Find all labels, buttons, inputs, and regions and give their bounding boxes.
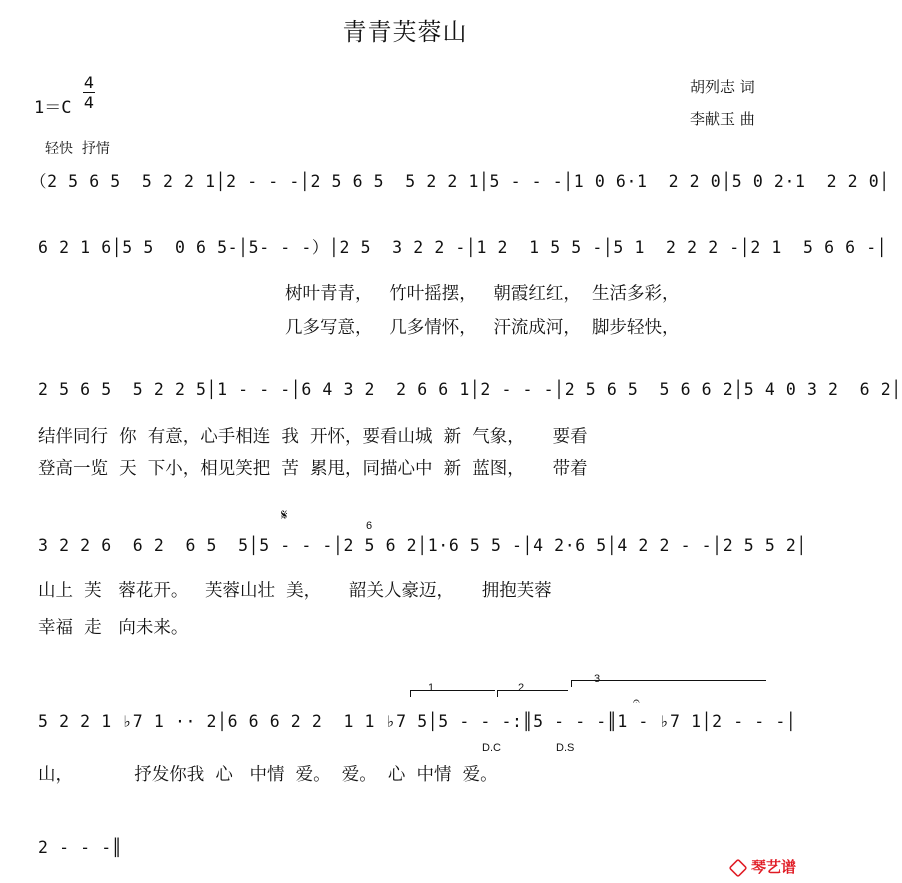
- lyric-line-6: 幸福 走 向未来。: [38, 618, 189, 638]
- lyricist-credit: 胡列志 词: [690, 78, 755, 96]
- volta-label-1: 1: [428, 682, 435, 694]
- volta-bracket-2: [497, 690, 568, 697]
- time-signature-bottom: 4: [83, 93, 95, 112]
- fermata-mark: 𝄐: [633, 694, 640, 708]
- volta-label-3: 3: [594, 673, 601, 685]
- ds-mark: D.S: [556, 742, 575, 754]
- grace-note: 6: [366, 520, 373, 532]
- lyric-line-2: 几多写意， 几多情怀， 汗流成河， 脚步轻快，: [285, 318, 680, 338]
- dc-mark: D.C: [482, 742, 501, 754]
- volta-bracket-3: [571, 680, 766, 687]
- lyric-line-7: 山， 抒发你我 心 中情 爱。 爱。 心 中情 爱。: [38, 765, 498, 785]
- volta-label-2: 2: [518, 682, 525, 694]
- tempo-marking: 轻快 抒情: [45, 141, 110, 157]
- staff-line-4: 3 2 2 6 6 2 6 5 5│5 - - -│2 5 6 2│1·6 5 5 -│4 2·6 5│4 2 2 - -│2 5 5 2│: [38, 536, 807, 555]
- site-logo: [729, 856, 796, 877]
- lyric-line-3: 结伴同行 你 有意，心手相连 我 开怀，要看山城 新 气象， 要看: [38, 427, 588, 447]
- time-signature-top: 4: [83, 73, 95, 92]
- staff-line-6: 2 - - -║: [38, 838, 123, 857]
- segno-mark: 𝄋: [281, 506, 288, 524]
- lyric-line-5: 山上 芙 蓉花开。 芙蓉山壮 美， 韶关人豪迈， 拥抱芙蓉: [38, 581, 552, 601]
- composer-credit: 李献玉 曲: [690, 110, 755, 128]
- staff-line-5: 5 2 2 1 ♭7 1 ·· 2│6 6 6 2 2 1 1 ♭7 5│5 - - -:║5 - - -║1 - ♭7 1│2 - - -│: [38, 712, 797, 731]
- lyric-line-1: 树叶青青， 竹叶摇摆， 朝霞红红， 生活多彩，: [285, 284, 680, 304]
- staff-line-1: （2 5 6 5 5 2 2 1│2 - - -│2 5 6 5 5 2 2 1│5 - - -│1 0 6·1 2 2 0│5 0 2·1 2 2 0│: [30, 172, 890, 191]
- volta-bracket-1: [410, 690, 495, 697]
- logo-icon: [728, 858, 747, 877]
- staff-line-3: 2 5 6 5 5 2 2 5│1 - - -│6 4 3 2 2 6 6 1│2 - - -│2 5 6 5 5 6 6 2│5 4 0 3 2 6 2│: [38, 380, 902, 399]
- key-signature: 1＝C: [34, 98, 72, 118]
- staff-line-2: 6 2 1 6│5 5 0 6 5-│5- - -）│2 5 3 2 2 -│1 2 1 5 5 -│5 1 2 2 2 -│2 1 5 6 6 -│: [38, 238, 888, 257]
- time-signature: [82, 73, 96, 112]
- song-title: 青青芙蓉山: [342, 18, 468, 46]
- lyric-line-4: 登高一览 天 下小，相见笑把 苦 累甩，同描心中 新 蓝图， 带着: [38, 459, 588, 479]
- logo-text: 琴艺谱: [750, 858, 796, 876]
